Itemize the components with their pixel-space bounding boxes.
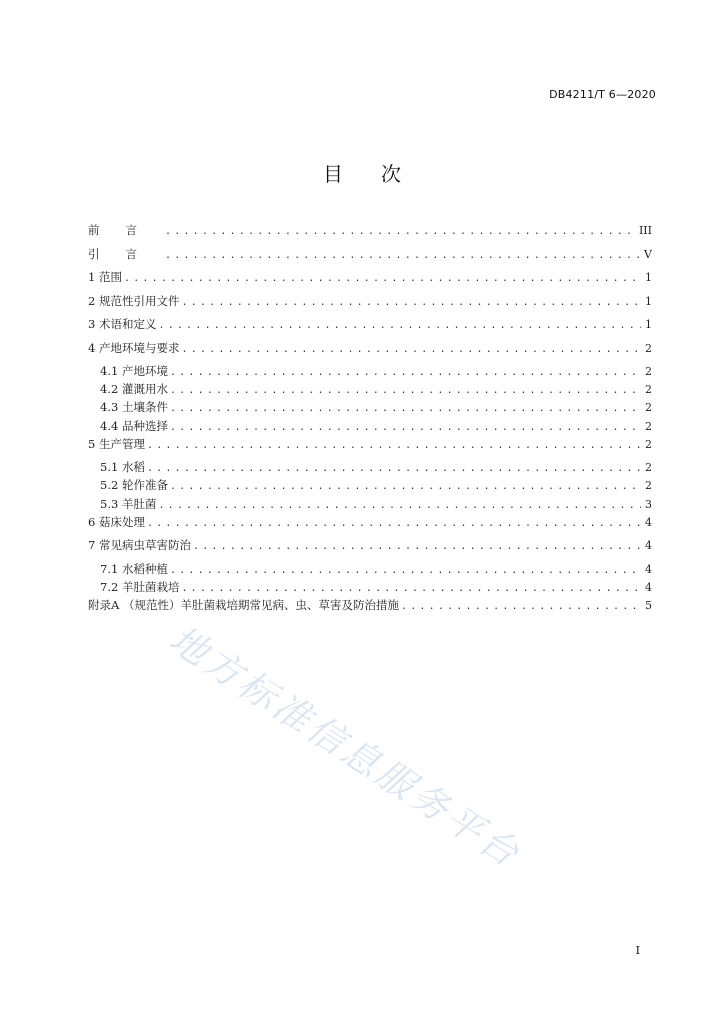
toc-entry-page: V bbox=[644, 247, 652, 261]
page-title: 目次 bbox=[323, 162, 439, 186]
toc-entry[interactable] bbox=[88, 514, 652, 538]
toc-entry-page: 4 bbox=[645, 539, 652, 553]
toc-entry-label: 4.3 土壤条件 bbox=[100, 400, 168, 415]
toc-entry-label: 7 常见病虫草害防治 bbox=[88, 538, 191, 553]
toc-entry-page: 2 bbox=[645, 401, 652, 415]
toc-leader-dots bbox=[147, 518, 641, 529]
toc-entry[interactable] bbox=[88, 561, 652, 579]
toc-entry-label: 5 生产管理 bbox=[88, 436, 145, 451]
toc-leader-dots bbox=[170, 385, 641, 396]
toc-entry-label: 5.2 轮作准备 bbox=[100, 478, 168, 493]
toc-leader-dots bbox=[165, 250, 640, 261]
toc-leader-dots bbox=[170, 403, 641, 414]
toc-entry[interactable] bbox=[88, 316, 652, 340]
toc-entry[interactable] bbox=[88, 579, 652, 597]
toc-entry-page: 2 bbox=[645, 419, 652, 433]
toc-entry-label: 4.1 产地环境 bbox=[100, 364, 168, 378]
toc-entry-page: 2 bbox=[645, 341, 652, 355]
toc-entry-label: 3 术语和定义 bbox=[88, 317, 157, 331]
toc-entry-label: 5.1 水稻 bbox=[100, 460, 145, 475]
toc-entry[interactable] bbox=[88, 597, 652, 621]
page-number: I bbox=[635, 944, 640, 957]
toc-entry-page: 1 bbox=[645, 294, 652, 308]
toc-entry-label: 4.2 灌溉用水 bbox=[100, 382, 168, 397]
toc-leader-dots bbox=[193, 541, 641, 552]
toc-leader-dots bbox=[147, 440, 641, 451]
toc-entry[interactable] bbox=[88, 537, 652, 561]
toc-entry[interactable] bbox=[88, 293, 652, 317]
toc-entry[interactable] bbox=[88, 477, 652, 495]
toc-leader-dots bbox=[181, 583, 641, 594]
toc-entry[interactable] bbox=[88, 459, 652, 477]
toc-entry-page: III bbox=[638, 224, 652, 237]
toc-entry[interactable] bbox=[88, 399, 652, 417]
toc-entry-page: 1 bbox=[645, 318, 652, 331]
toc-entry-label: 前言 bbox=[88, 223, 163, 237]
toc-entry-label: 6 菇床处理 bbox=[88, 514, 145, 529]
toc-leader-dots bbox=[147, 463, 641, 474]
toc-leader-dots bbox=[170, 422, 641, 433]
watermark: 地方标准信息服务平台 bbox=[161, 617, 529, 877]
toc-entry-page: 2 bbox=[645, 383, 652, 397]
toc-leader-dots bbox=[158, 500, 641, 511]
toc-entry-page: 2 bbox=[645, 479, 652, 493]
toc-leader-dots bbox=[181, 297, 641, 308]
document-code: DB4211/T 6—2020 bbox=[549, 88, 656, 101]
toc-entry[interactable] bbox=[88, 269, 652, 293]
toc-entry[interactable] bbox=[88, 222, 652, 246]
toc-entry[interactable] bbox=[88, 340, 652, 364]
toc-entry-label: 1 范围 bbox=[88, 270, 122, 284]
toc-entry[interactable] bbox=[88, 436, 652, 460]
toc-entry[interactable] bbox=[88, 381, 652, 399]
toc-entry[interactable] bbox=[88, 246, 652, 270]
toc-entry[interactable] bbox=[88, 363, 652, 381]
toc-entry[interactable] bbox=[88, 496, 652, 514]
toc-entry-label: 7.2 羊肚菌栽培 bbox=[100, 580, 180, 594]
toc-entry-page: 2 bbox=[645, 365, 652, 378]
toc-leader-dots bbox=[181, 344, 641, 355]
toc-leader-dots bbox=[124, 273, 641, 284]
toc-leader-dots bbox=[170, 565, 641, 576]
toc-entry-page: 4 bbox=[645, 515, 652, 529]
toc-entry-page: 1 bbox=[645, 271, 652, 284]
toc-entry-label: 附录A （规范性）羊肚菌栽培期常见病、虫、草害及防治措施 bbox=[88, 598, 399, 613]
toc-entry-page: 3 bbox=[645, 497, 652, 511]
toc-leader-dots bbox=[401, 601, 641, 612]
toc-entry-page: 2 bbox=[645, 437, 652, 451]
toc-leader-dots bbox=[165, 226, 635, 237]
toc-leader-dots bbox=[158, 320, 641, 331]
toc-entry[interactable] bbox=[88, 418, 652, 436]
toc-entry-page: 2 bbox=[645, 461, 652, 475]
toc-entry-label: 4 产地环境与要求 bbox=[88, 340, 180, 355]
toc-entry-label: 引言 bbox=[88, 246, 163, 261]
toc-entry-page: 4 bbox=[645, 581, 652, 594]
toc-entry-page: 5 bbox=[645, 599, 652, 613]
toc-entry-page: 4 bbox=[645, 562, 652, 576]
toc-entry-label: 2 规范性引用文件 bbox=[88, 293, 180, 308]
toc-entry-label: 7.1 水稻种植 bbox=[100, 561, 168, 576]
toc-entry-label: 4.4 品种选择 bbox=[100, 418, 168, 433]
toc-entry-label: 5.3 羊肚菌 bbox=[100, 496, 157, 511]
table-of-contents bbox=[88, 222, 652, 621]
toc-leader-dots bbox=[170, 367, 641, 378]
toc-leader-dots bbox=[170, 481, 641, 492]
